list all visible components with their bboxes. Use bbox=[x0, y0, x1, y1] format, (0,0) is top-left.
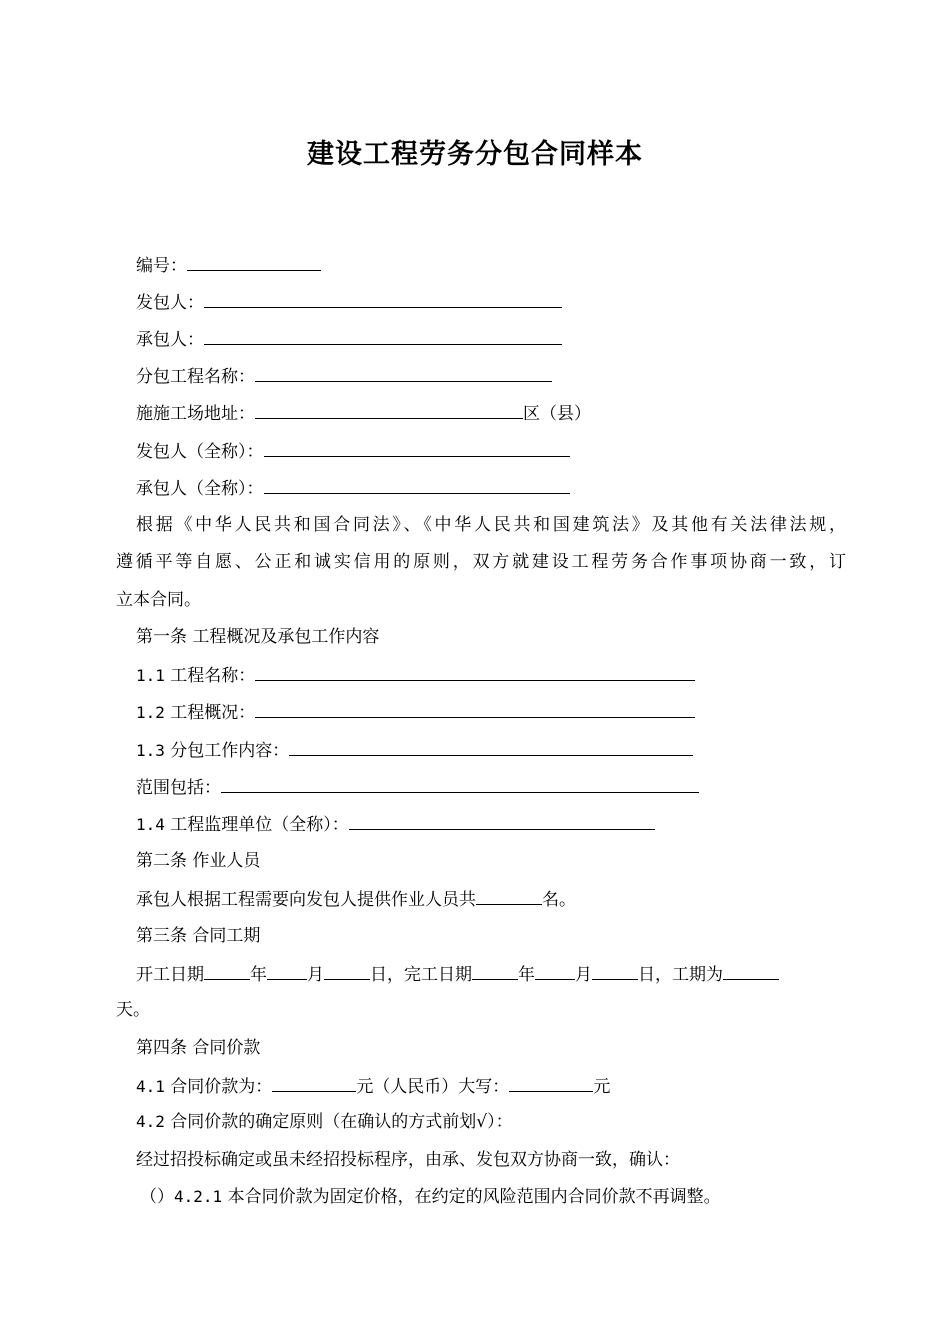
project-name-blank-2[interactable] bbox=[255, 663, 695, 681]
article-1-item-3 bbox=[136, 738, 693, 762]
workers-unit: 名。 bbox=[542, 890, 576, 910]
scope-label: 范围包括： bbox=[136, 778, 221, 798]
site-address-field bbox=[136, 401, 591, 425]
item-number: 1.1 bbox=[136, 666, 165, 685]
determination-text: 经过招投标确定或虽未经招投标程序，由承、发包双方协商一致，确认： bbox=[136, 1150, 680, 1170]
price-blank[interactable] bbox=[272, 1074, 356, 1092]
item-number: 1.4 bbox=[136, 815, 165, 834]
start-year-blank[interactable] bbox=[204, 962, 250, 980]
days-unit: 天。 bbox=[116, 1000, 150, 1020]
price-words-blank[interactable] bbox=[509, 1074, 593, 1092]
document-title: 建设工程劳务分包合同样本 bbox=[307, 139, 643, 170]
project-name-label: 分包工程名称： bbox=[136, 367, 255, 387]
option-text: 本合同价款为固定价格，在约定的风险范围内合同价款不再调整。 bbox=[222, 1187, 721, 1207]
item-number: 4.1 bbox=[136, 1077, 165, 1096]
start-day-blank[interactable] bbox=[324, 962, 370, 980]
article-4-heading: 第四条 合同价款 bbox=[136, 1038, 261, 1058]
employer-label: 发包人： bbox=[136, 293, 204, 313]
work-content-blank[interactable] bbox=[289, 738, 693, 756]
district-suffix: 区（县） bbox=[523, 404, 591, 424]
article-1-item-4 bbox=[136, 812, 655, 836]
number-label: 编号： bbox=[136, 256, 187, 276]
contractor-blank[interactable] bbox=[204, 327, 562, 345]
supervisor-blank[interactable] bbox=[349, 812, 655, 830]
article-4-item-2 bbox=[136, 1111, 513, 1133]
checkbox-brackets[interactable]: （） bbox=[140, 1187, 174, 1207]
duration-label: 日，工期为 bbox=[638, 965, 723, 985]
number-field bbox=[136, 253, 321, 277]
employer-full-blank[interactable] bbox=[264, 439, 570, 457]
article-2-heading: 第二条 作业人员 bbox=[136, 851, 261, 871]
price-mid-label: 元（人民币）大写： bbox=[356, 1077, 510, 1097]
start-date-label: 开工日期 bbox=[136, 965, 204, 985]
preamble-line-1: 根据《中华人民共和国合同法》、《中华人民共和国建筑法》及其他有关法律法规， bbox=[136, 515, 846, 535]
article-3-dates bbox=[136, 962, 779, 986]
workers-text: 承包人根据工程需要向发包人提供作业人员共 bbox=[136, 890, 476, 910]
employer-blank[interactable] bbox=[204, 290, 562, 308]
duration-blank[interactable] bbox=[723, 962, 779, 980]
employer-full-field bbox=[136, 439, 570, 463]
item-number: 1.3 bbox=[136, 741, 165, 760]
option-number: 4.2.1 bbox=[174, 1187, 223, 1206]
contractor-full-field bbox=[136, 476, 570, 500]
site-address-blank[interactable] bbox=[255, 401, 523, 419]
site-address-label: 施施工场地址： bbox=[136, 404, 255, 424]
item-label: 合同价款为： bbox=[164, 1077, 273, 1097]
project-overview-blank[interactable] bbox=[255, 700, 695, 718]
end-day-blank[interactable] bbox=[592, 962, 638, 980]
item-label: 合同价款的确定原则（在确认的方式前划√）： bbox=[164, 1112, 513, 1132]
item-number: 1.2 bbox=[136, 703, 165, 722]
item-label: 分包工作内容： bbox=[164, 741, 290, 761]
option-4-2-1 bbox=[140, 1186, 721, 1208]
year-label: 年 bbox=[518, 965, 535, 985]
preamble-line-2: 遵循平等自愿、公正和诚实信用的原则，双方就建设工程劳务合作事项协商一致，订 bbox=[116, 552, 846, 572]
employer-full-label: 发包人（全称）： bbox=[136, 442, 264, 462]
article-4-item-1 bbox=[136, 1074, 610, 1098]
end-month-blank[interactable] bbox=[535, 962, 575, 980]
contractor-full-label: 承包人（全称）： bbox=[136, 479, 264, 499]
item-label: 工程名称： bbox=[164, 666, 256, 686]
employer-field bbox=[136, 290, 562, 314]
workers-count-blank[interactable] bbox=[476, 887, 542, 905]
item-label: 工程概况： bbox=[164, 703, 256, 723]
month-label: 月 bbox=[307, 965, 324, 985]
article-2-text bbox=[136, 887, 576, 911]
scope-field bbox=[136, 775, 699, 799]
number-blank[interactable] bbox=[187, 253, 321, 271]
contractor-full-blank[interactable] bbox=[264, 476, 570, 494]
end-year-blank[interactable] bbox=[472, 962, 518, 980]
month-label: 月 bbox=[575, 965, 592, 985]
project-name-field bbox=[136, 364, 552, 388]
preamble-line-3: 立本合同。 bbox=[116, 590, 201, 610]
article-1-heading: 第一条 工程概况及承包工作内容 bbox=[136, 627, 380, 647]
contractor-label: 承包人： bbox=[136, 330, 204, 350]
scope-blank[interactable] bbox=[221, 775, 699, 793]
start-month-blank[interactable] bbox=[267, 962, 307, 980]
contractor-field bbox=[136, 327, 562, 351]
yuan-label: 元 bbox=[593, 1077, 611, 1097]
item-label: 工程监理单位（全称）： bbox=[164, 815, 349, 835]
project-name-blank[interactable] bbox=[255, 364, 552, 382]
article-3-heading: 第三条 合同工期 bbox=[136, 926, 261, 946]
article-1-item-1 bbox=[136, 663, 695, 687]
end-date-label: 日，完工日期 bbox=[370, 965, 472, 985]
item-number: 4.2 bbox=[136, 1112, 165, 1131]
year-label: 年 bbox=[250, 965, 267, 985]
article-1-item-2 bbox=[136, 700, 695, 724]
